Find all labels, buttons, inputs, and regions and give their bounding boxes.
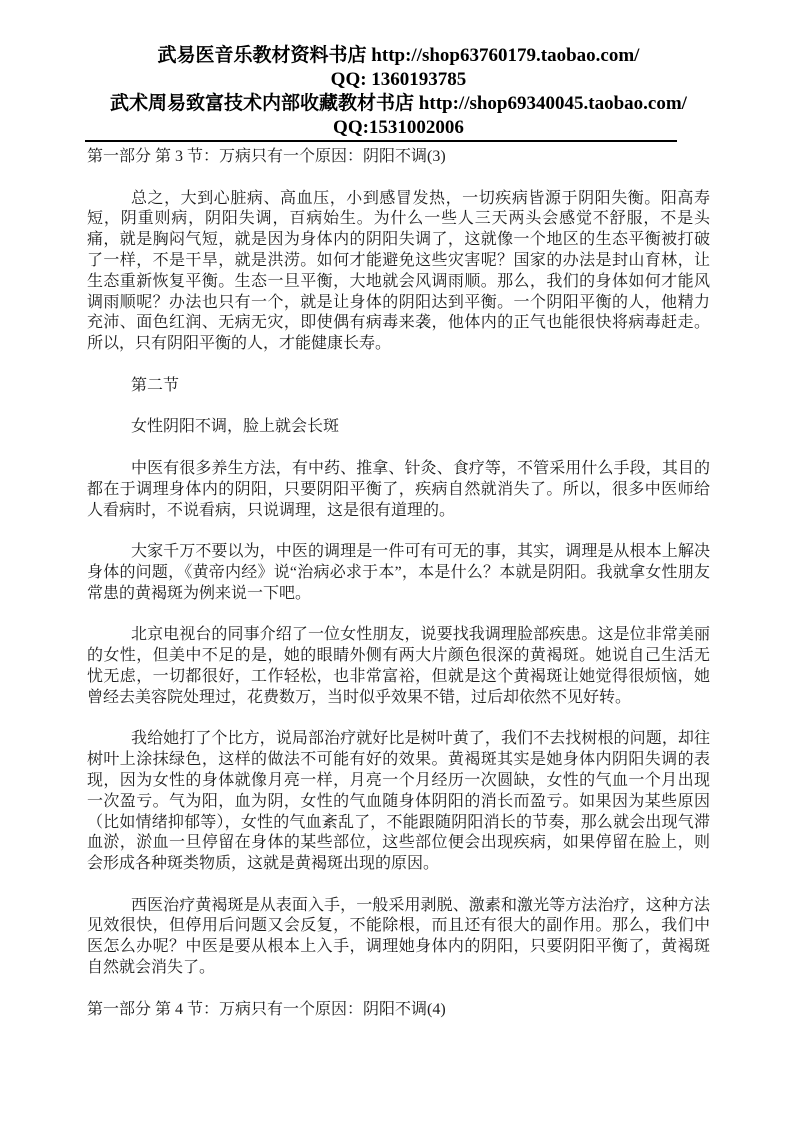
header-line-qq1: QQ: 1360193785 <box>330 69 467 90</box>
bookstore-header <box>87 44 710 140</box>
header-line-qq2: QQ:1531002006 <box>333 117 464 138</box>
header-line-store1: 武易医音乐教材资料书店 http://shop63760179.taobao.com/ <box>157 45 640 66</box>
header-divider-rule <box>85 140 677 142</box>
section3-heading: 第一部分 第 3 节：万病只有一个原因：阴阳不调(3) <box>87 148 446 165</box>
paragraph-western-treatment: 西医治疗黄褐斑是从表面入手，一般采用剥脱、激素和激光等方法治疗，这种方法见效很快，但停用后问题又会反复，不能除根，而且还有很大的副作用。那么，我们中医怎么办呢？中医是要从根本上入手，调理她身体内的阴阳，只要阴阳平衡了，黄褐斑自然就会消失了。 <box>87 896 710 977</box>
header-line-store2: 武术周易致富技术内部收藏教材书店 http://shop69340045.taobao.com/ <box>110 93 687 114</box>
paragraph-tiaoli-root: 大家千万不要以为，中医的调理是一件可有可无的事，其实，调理是从根本上解决身体的问题，《黄帝内经》说“治病必求于本”，本是什么？本就是阴阳。我就拿女性朋友常患的黄褐斑为例来说一下吧。 <box>87 543 710 602</box>
section4-heading: 第一部分 第 4 节：万病只有一个原因：阴阳不调(4) <box>87 1000 446 1018</box>
subsection-title: 女性阴阳不调，脸上就会长斑 <box>131 418 340 436</box>
paragraph-tv-friend-case: 北京电视台的同事介绍了一位女性朋友，说要找我调理脸部疾患。这是位非常美丽的女性，但美中不足的是，她的眼睛外侧有两大片颜色很深的黄褐斑。她说自己生活无忧无虑，一切都很好，工作轻松，也非常富裕，但就是这个黄褐斑让她觉得很烦恼，她曾经去美容院处理过，花费数万，当时似乎效果不错，过后却依然不见好转。 <box>87 626 710 706</box>
paragraph-leaf-analogy: 我给她打了个比方，说局部治疗就好比是树叶黄了，我们不去找树根的问题，却往树叶上涂抹绿色，这样的做法不可能有好的效果。黄褐斑其实是她身体内阴阳失调的表现，因为女性的身体就像月亮一样，月亮一个月经历一次圆缺，女性的气血一个月出现一次盈亏。气为阳，血为阴，女性的气血随身体阴阳的消长而盈亏。如果因为某些原因（比如情绪抑郁等），女性的气血紊乱了，不能跟随阴阳消长的节奏，那么就会出现气滞血淤，淤血一旦停留在身体的某些部位，这些部位便会出现疾病，如果停留在脸上，则会形成各种斑类物质，这就是黄褐斑出现的原因。 <box>87 730 710 873</box>
paragraph-tcm-methods: 中医有很多养生方法，有中药、推拿、针灸、食疗等，不管采用什么手段，其目的都在于调理身体内的阴阳，只要阴阳平衡了，疾病自然就消失了。所以，很多中医师给人看病时，不说看病，只说调理，这是很有道理的。 <box>87 459 710 519</box>
paragraph-summary: 总之，大到心脏病、高血压，小到感冒发热，一切疾病皆源于阴阳失衡。阳高寿短，阴重则病，阴阳失调，百病始生。为什么一些人三天两头会感觉不舒服，不是头痛，就是胸闷气短，就是因为身体内的阴阳失调了，这就像一个地区的生态平衡被打破了一样，不是干旱，就是洪涝。如何才能避免这些灾害呢？国家的办法是封山育林，让生态重新恢复平衡。生态一旦平衡，大地就会风调雨顺。那么，我们的身体如何才能风调雨顺呢？办法也只有一个，就是让身体的阴阳达到平衡。一个阴阳平衡的人，他精力充沛、面色红润、无病无灾，即使偶有病毒来袭，他体内的正气也能很快将病毒赶走。所以，只有阴阳平衡的人，才能健康长寿。 <box>87 189 710 353</box>
subsection-label: 第二节 <box>131 376 180 394</box>
